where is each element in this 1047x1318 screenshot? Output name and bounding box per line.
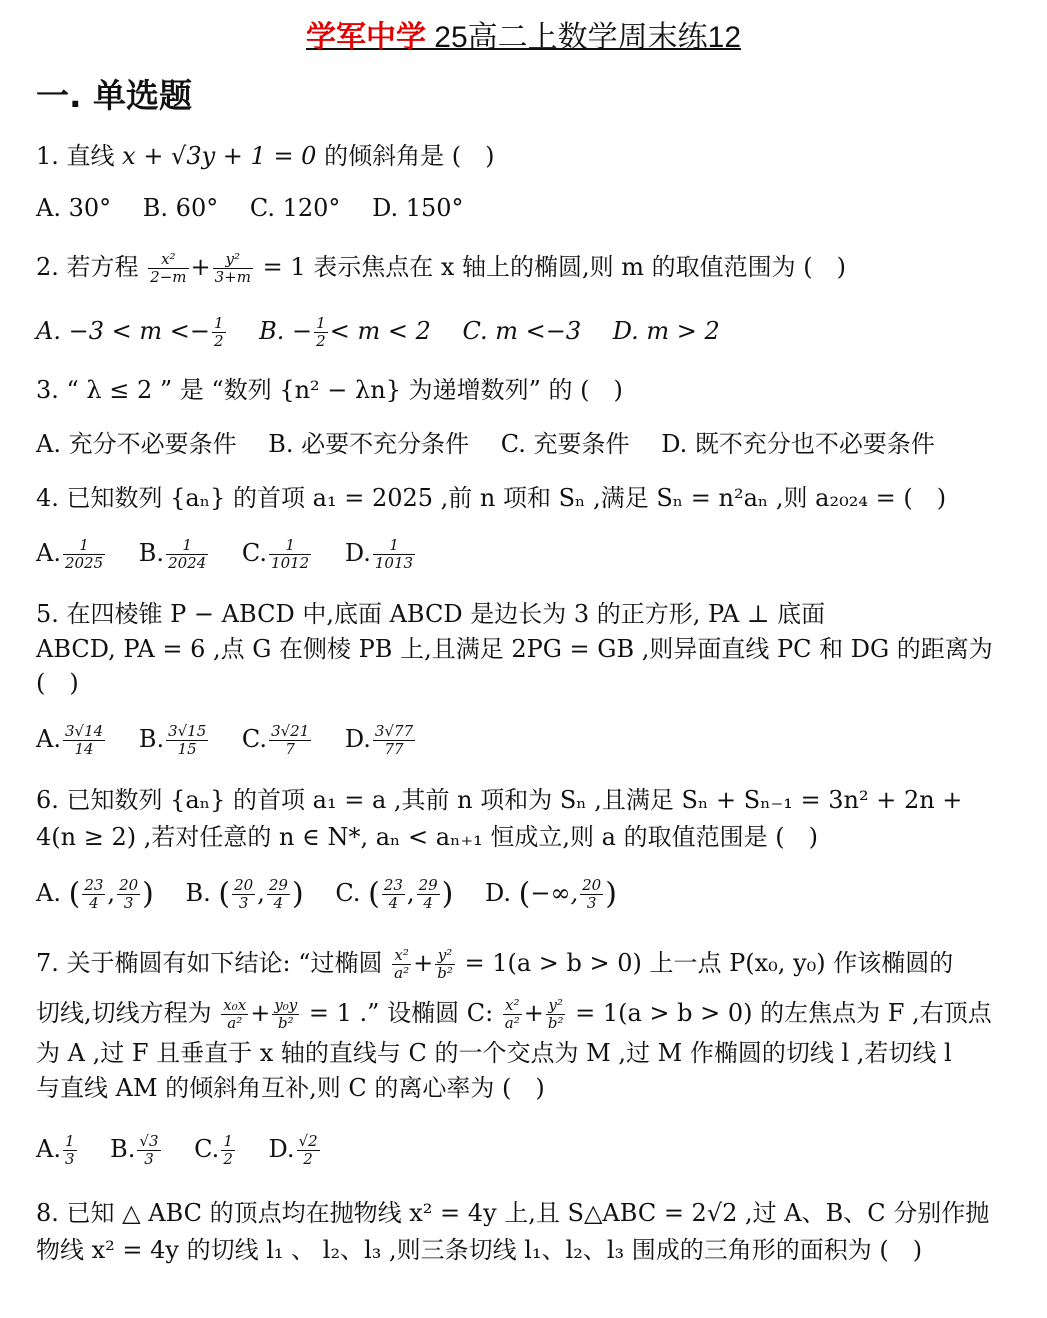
q4-c-label: C.	[241, 539, 268, 567]
q7-c-num: 1	[223, 1132, 233, 1150]
q5-a-num: 3√14	[64, 722, 104, 740]
q7-a2-2: a²	[227, 1014, 243, 1032]
question-7-line-3: 为 A ,过 F 且垂直于 x 轴的直线与 C 的一个交点为 M ,过 M 作椭圆的切线 l ,若切线 l	[36, 1039, 952, 1067]
q7-frac-y0y	[272, 997, 299, 1032]
question-7-options	[36, 1132, 346, 1168]
q6-option-b: B. ( $\frac{20}{3}$ , $\frac{29}{4}$ )	[185, 876, 304, 912]
q1-option-d: D. 150°	[372, 194, 464, 222]
q7-b-label: B.	[110, 1135, 136, 1163]
q6-a2-den: 3	[123, 894, 134, 912]
q4-c-num: 1	[269, 537, 311, 555]
q2-a-den: 2	[213, 332, 224, 350]
q5-a-frac	[63, 723, 105, 758]
question-3-options	[36, 427, 959, 461]
q7-option-b	[110, 1132, 162, 1168]
question-8-line-2: 物线 x² = 4y 的切线 l₁ 、 l₂、l₃ ,则三条切线 l₁、l₂、l₃ 围成的三角形的面积为 ( )	[36, 1236, 923, 1264]
q7-y0y: y₀y	[274, 996, 298, 1014]
q7-y2: y²	[435, 947, 455, 965]
q2-b-text1: B. −	[259, 317, 313, 345]
q6-option-c: C. ( $\frac{23}{4}$ , $\frac{29}{4}$ )	[335, 876, 454, 912]
question-7-line-2: 切线,切线方程为 $\frac{\text{x₀x}}{\text{a²}}$ + $\frac{\text{y₀y}}{\text{b²}}$ = 1 .” 设椭圆 C: $\frac{\text{x²}}{\text{a²}}$ + $\frac{\text{y²}}{\text{b²}}$ = 1(a > b > 0) 的左焦点为 F ,右顶点	[36, 996, 992, 1032]
q6-c-frac1	[382, 877, 405, 912]
q3-option-d: D. 既不充分也不必要条件	[661, 430, 935, 458]
q5-b-label: B.	[138, 725, 165, 753]
q6-c1-den: 4	[388, 894, 399, 912]
question-1-options	[36, 191, 488, 225]
q6-d-left: −∞,	[530, 879, 579, 907]
q1-equation: x + √3y + 1 = 0	[122, 142, 317, 170]
q4-a-frac	[63, 537, 105, 572]
question-8-line-1: 8. 已知 △ ABC 的顶点均在抛物线 x² = 4y 上,且 S△ABC = 2√2 ,过 A、B、C 分别作抛	[36, 1199, 990, 1227]
question-7-line-4: 与直线 AM 的倾斜角互补,则 C 的离心率为 ( )	[36, 1074, 545, 1102]
q4-a-label: A.	[36, 539, 61, 567]
q1-stem-a: 1. 直线	[36, 142, 123, 170]
q5-d-num: 3√77	[374, 722, 414, 740]
question-5-line-3: ( )	[36, 669, 79, 697]
q4-d-num: 1	[373, 537, 415, 555]
q7-l1-a: 7. 关于椭圆有如下结论: “过椭圆	[36, 949, 391, 977]
q7-l2-c: = 1(a > b > 0) 的左焦点为 F ,右顶点	[567, 999, 992, 1027]
q7-a-den: 3	[64, 1150, 75, 1168]
q4-option-d	[345, 536, 417, 572]
q6-a-label: A.	[36, 879, 61, 907]
q1-option-c: C. 120°	[249, 194, 341, 222]
question-2-options	[36, 314, 744, 350]
q2-f2-den: 3+m	[214, 268, 251, 286]
q6-d-num: 20	[582, 876, 602, 894]
q7-a2-b: a²	[504, 1014, 520, 1032]
q7-c-den: 2	[223, 1150, 233, 1168]
q4-b-frac	[166, 537, 208, 572]
question-7-line-1: 7. 关于椭圆有如下结论: “过椭圆 $\frac{\text{x²}}{\text{a²}}$ + $\frac{\text{y²}}{\text{b²}}$ = 1(a > b > 0) 上一点 P(x₀, y₀) 作该椭圆的	[36, 946, 954, 982]
q5-b-frac	[166, 723, 208, 758]
q5-option-d	[345, 722, 417, 758]
q2-b-den: 2	[316, 332, 326, 350]
q6-d-den: 3	[586, 894, 597, 912]
q5-a-label: A.	[36, 725, 61, 753]
q5-option-c	[242, 722, 313, 758]
question-2-stem: 2. 若方程 $\frac{\text{x²}}{2-m}$ + $\frac{\text{y²}}{3+m}$ = 1 表示焦点在 x 轴上的椭圆,则 m 的取值范围为 ( )	[36, 250, 847, 286]
q2-stem-a: 2. 若方程	[36, 253, 147, 281]
q5-c-den: 7	[285, 740, 295, 758]
q3-option-c: C. 充要条件	[500, 430, 630, 458]
q6-c-label: C.	[335, 879, 361, 907]
q7-b-den: 3	[144, 1150, 154, 1168]
q4-a-den: 2025	[64, 554, 104, 572]
q7-option-d	[269, 1132, 322, 1168]
q7-b-frac	[137, 1133, 160, 1168]
question-3-stem: 3. “ λ ≤ 2 ” 是 “数列 {n² − λn} 为递增数列” 的 ( )	[36, 376, 623, 404]
question-5-line-1: 5. 在四棱锥 P − ABCD 中,底面 ABCD 是边长为 3 的正方形, PA ⊥ 底面	[36, 600, 826, 628]
q2-f1-den: 2−m	[150, 268, 187, 286]
q7-b2: b²	[437, 964, 453, 982]
q2-b-frac	[314, 315, 328, 350]
q2-b-text2: < m < 2	[329, 317, 431, 345]
q6-b2-num: 29	[268, 876, 288, 894]
q7-l1-b: = 1(a > b > 0) 上一点 P(x₀, y₀) 作该椭圆的	[456, 949, 954, 977]
q2-f2-num: y²	[213, 251, 253, 269]
q7-a-label: A.	[36, 1135, 61, 1163]
q6-b-frac2	[267, 877, 290, 912]
q6-a-frac1	[82, 877, 105, 912]
q6-a2-num: 20	[119, 876, 139, 894]
q7-option-c	[194, 1132, 237, 1168]
q3-option-b: B. 必要不充分条件	[268, 430, 470, 458]
q6-b1-num: 20	[234, 876, 254, 894]
q2-fraction-2	[213, 251, 253, 286]
page-title	[0, 18, 1047, 58]
q7-y2-b: y²	[546, 997, 566, 1015]
q5-d-label: D.	[344, 725, 371, 753]
q2-a-num: 1	[213, 314, 224, 332]
q7-option-a	[36, 1132, 79, 1168]
q4-option-a	[36, 536, 107, 572]
q2-option-c: C. m <−3	[462, 317, 582, 345]
q2-stem-b: = 1 表示焦点在 x 轴上的椭圆,则 m 的取值范围为 ( )	[254, 253, 847, 281]
q5-b-den: 15	[177, 740, 197, 758]
q6-b-frac1	[232, 877, 255, 912]
q4-d-den: 1013	[374, 554, 414, 572]
q7-d-label: D.	[268, 1135, 295, 1163]
q4-option-c	[242, 536, 313, 572]
q7-frac-x2a2-b	[503, 997, 522, 1032]
question-4-options	[36, 536, 441, 572]
q7-d-den: 2	[303, 1150, 313, 1168]
q5-c-num: 3√21	[271, 722, 310, 740]
q6-b2-den: 4	[273, 894, 284, 912]
q7-a-frac	[63, 1133, 77, 1168]
q7-frac-y2b2-b	[546, 997, 566, 1032]
q6-a1-den: 4	[89, 894, 99, 912]
question-5-options	[36, 722, 441, 758]
q7-a-num: 1	[64, 1132, 75, 1150]
q7-c-label: C.	[194, 1135, 220, 1163]
q6-b1-den: 3	[238, 894, 249, 912]
q7-l2-b: = 1 .” 设椭圆 C:	[301, 999, 501, 1027]
q7-d-num: √2	[298, 1132, 318, 1150]
q6-d-label: D.	[485, 879, 512, 907]
q1-option-b: B. 60°	[142, 194, 219, 222]
q2-option-b	[259, 314, 431, 350]
question-6-line-2: 4(n ≥ 2) ,若对任意的 n ∈ N*, aₙ < aₙ₊₁ 恒成立,则 a 的取值范围是 ( )	[36, 823, 818, 851]
q5-option-b	[139, 722, 210, 758]
q7-l2-a: 切线,切线方程为	[36, 999, 220, 1027]
q4-c-den: 1012	[271, 554, 310, 572]
q5-b-num: 3√15	[168, 722, 207, 740]
q7-d-frac	[297, 1133, 320, 1168]
q7-b2-2: b²	[277, 1014, 294, 1032]
q4-a-num: 1	[63, 537, 105, 555]
q2-a-frac	[212, 315, 226, 350]
section-heading: 一. 单选题	[36, 76, 193, 115]
q6-c2-num: 29	[418, 876, 438, 894]
q5-d-frac	[373, 723, 415, 758]
q6-option-a: A. ( $\frac{23}{4}$ , $\frac{20}{3}$ )	[36, 876, 154, 912]
q1-option-a: A. 30°	[36, 194, 112, 222]
q7-x0x: x₀x	[223, 996, 247, 1014]
q4-c-frac	[269, 537, 311, 572]
q4-b-num: 1	[166, 537, 208, 555]
q6-option-d: D. (−∞, $\frac{20}{3}$ )	[485, 876, 617, 912]
q4-option-b	[139, 536, 210, 572]
q3-option-a: A. 充分不必要条件	[36, 430, 237, 458]
q7-frac-x2a2	[392, 947, 411, 982]
worksheet-name: 25高二上数学周末练12	[425, 21, 742, 54]
q6-c-frac2	[417, 877, 440, 912]
q6-a-frac2	[117, 877, 140, 912]
q2-b-num: 1	[316, 314, 326, 332]
q7-c-frac	[221, 1133, 235, 1168]
q4-d-frac	[373, 537, 415, 572]
q5-option-a	[36, 722, 107, 758]
question-1-stem	[36, 139, 494, 173]
q1-stem-b: 的倾斜角是 ( )	[316, 142, 495, 170]
question-4-stem: 4. 已知数列 {aₙ} 的首项 a₁ = 2025 ,前 n 项和 Sₙ ,满足 Sₙ = n²aₙ ,则 a₂₀₂₄ = ( )	[36, 484, 947, 512]
q5-a-den: 14	[74, 740, 94, 758]
q2-fraction-1	[148, 251, 188, 286]
q6-c2-den: 4	[423, 894, 433, 912]
q2-a-text: A. −3 < m <−	[36, 317, 210, 345]
q5-c-frac	[269, 723, 311, 758]
q6-c1-num: 23	[383, 876, 403, 894]
q7-x2: x²	[392, 947, 411, 965]
q4-d-label: D.	[344, 539, 371, 567]
school-name: 学军中学	[305, 21, 426, 54]
q7-x2-b: x²	[503, 997, 522, 1015]
q2-option-a	[36, 314, 228, 350]
q2-option-d: D. m > 2	[612, 317, 720, 345]
q7-frac-y2b2	[435, 947, 455, 982]
q7-a2: a²	[394, 964, 410, 982]
question-6-options	[36, 876, 641, 912]
q7-b-num: √3	[139, 1132, 159, 1150]
q4-b-den: 2024	[168, 554, 207, 572]
q7-frac-x0x	[221, 997, 248, 1032]
q6-b-label: B.	[185, 879, 211, 907]
q5-d-den: 77	[384, 740, 404, 758]
q6-d-frac	[580, 877, 603, 912]
q4-b-label: B.	[138, 539, 165, 567]
q7-b2-b: b²	[547, 1014, 564, 1032]
q6-a1-num: 23	[84, 876, 104, 894]
question-5-line-2: ABCD, PA = 6 ,点 G 在侧棱 PB 上,且满足 2PG = GB ,则异面直线 PC 和 DG 的距离为	[36, 635, 993, 663]
q5-c-label: C.	[241, 725, 268, 753]
question-6-line-1: 6. 已知数列 {aₙ} 的首项 a₁ = a ,其前 n 项和为 Sₙ ,且满足 Sₙ + Sₙ₋₁ = 3n² + 2n +	[36, 786, 963, 814]
q2-f1-num: x²	[148, 251, 188, 269]
